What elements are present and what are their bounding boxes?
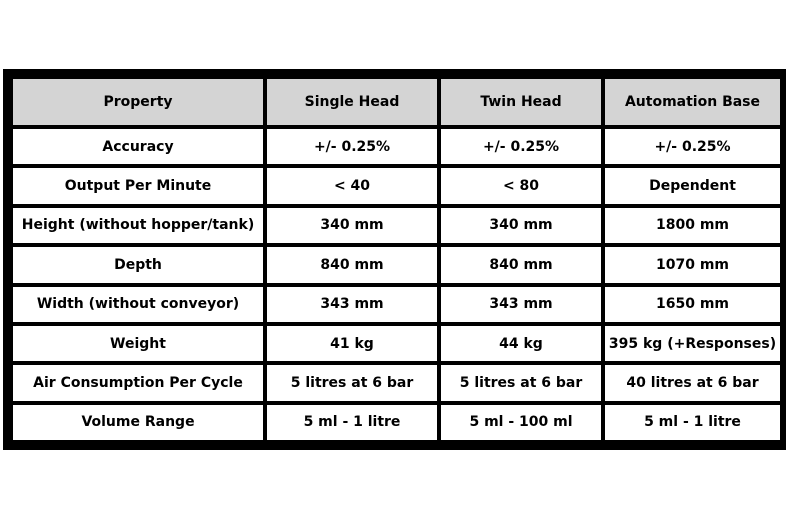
twin-head-cell: 5 litres at 6 bar: [441, 365, 601, 400]
twin-head-cell: 44 kg: [441, 326, 601, 361]
property-cell: Output Per Minute: [13, 168, 263, 203]
property-cell: Air Consumption Per Cycle: [13, 365, 263, 400]
table-row: [13, 405, 780, 440]
column-header-automation-base: Automation Base: [605, 79, 780, 125]
twin-head-cell: +/- 0.25%: [441, 129, 601, 164]
column-header-property: Property: [13, 79, 263, 125]
automation-base-cell: Dependent: [605, 168, 780, 203]
single-head-cell: 41 kg: [267, 326, 437, 361]
table-row: [13, 168, 780, 203]
automation-base-cell: 1650 mm: [605, 287, 780, 322]
automation-base-cell: 395 kg (+Responses): [605, 326, 780, 361]
property-cell: Weight: [13, 326, 263, 361]
single-head-cell: +/- 0.25%: [267, 129, 437, 164]
twin-head-cell: 340 mm: [441, 208, 601, 243]
spec-table-frame: [3, 69, 786, 450]
twin-head-cell: 5 ml - 100 ml: [441, 405, 601, 440]
automation-base-cell: +/- 0.25%: [605, 129, 780, 164]
table-row: [13, 129, 780, 164]
twin-head-cell: < 80: [441, 168, 601, 203]
twin-head-cell: 840 mm: [441, 247, 601, 282]
property-cell: Accuracy: [13, 129, 263, 164]
single-head-cell: 5 ml - 1 litre: [267, 405, 437, 440]
automation-base-cell: 40 litres at 6 bar: [605, 365, 780, 400]
table-header-row: [13, 79, 780, 125]
single-head-cell: 343 mm: [267, 287, 437, 322]
single-head-cell: 340 mm: [267, 208, 437, 243]
twin-head-cell: 343 mm: [441, 287, 601, 322]
automation-base-cell: 1070 mm: [605, 247, 780, 282]
single-head-cell: 840 mm: [267, 247, 437, 282]
column-header-single-head: Single Head: [267, 79, 437, 125]
table-row: [13, 365, 780, 400]
property-cell: Height (without hopper/tank): [13, 208, 263, 243]
column-header-twin-head: Twin Head: [441, 79, 601, 125]
property-cell: Volume Range: [13, 405, 263, 440]
single-head-cell: 5 litres at 6 bar: [267, 365, 437, 400]
table-row: [13, 287, 780, 322]
table-row: [13, 326, 780, 361]
property-cell: Width (without conveyor): [13, 287, 263, 322]
property-cell: Depth: [13, 247, 263, 282]
automation-base-cell: 1800 mm: [605, 208, 780, 243]
table-row: [13, 247, 780, 282]
table-row: [13, 208, 780, 243]
spec-table: [9, 75, 784, 444]
single-head-cell: < 40: [267, 168, 437, 203]
automation-base-cell: 5 ml - 1 litre: [605, 405, 780, 440]
